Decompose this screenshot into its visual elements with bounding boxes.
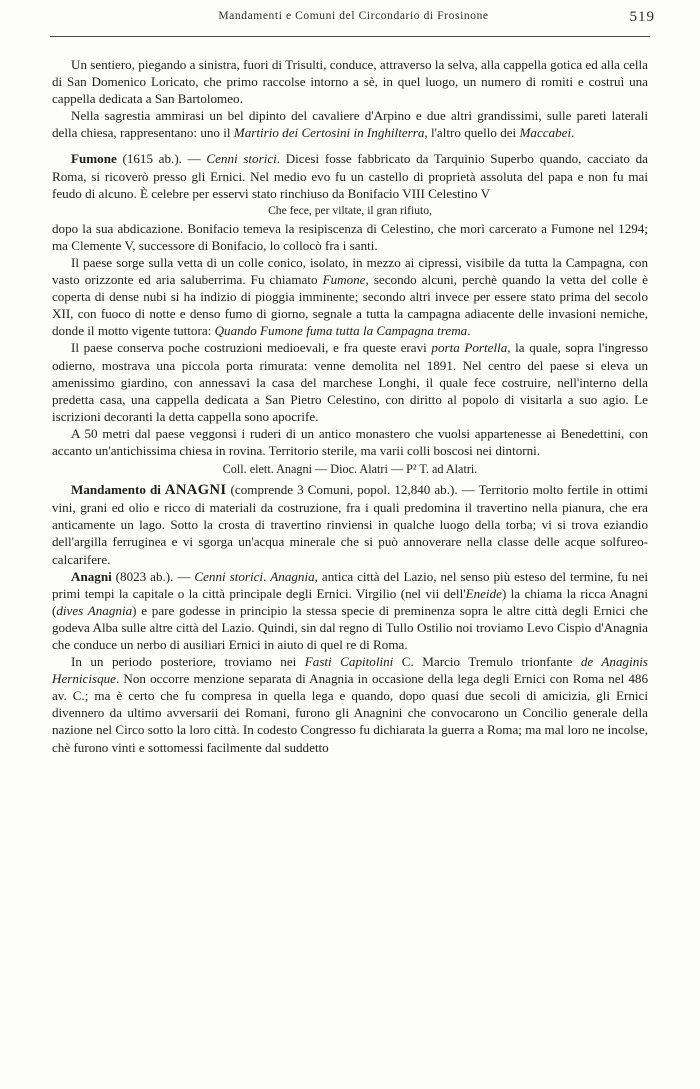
paragraph-fasti-capitolini: [52, 653, 648, 756]
title-eneide: Eneide: [465, 585, 502, 601]
header-rule: [50, 36, 650, 37]
text-fragment: (8023 ab.). —: [111, 568, 195, 584]
text-fragment: .: [263, 568, 271, 584]
entry-anagni: [52, 568, 648, 653]
text-fragment: , l'altro quello dei: [424, 125, 520, 141]
entry-name-fumone: Fumone: [70, 151, 117, 167]
page-body: [52, 56, 648, 756]
page-number: 519: [629, 9, 655, 25]
text-fragment: (1615 ab.). —: [116, 151, 207, 167]
paragraph-colle-conico: [52, 254, 648, 339]
page-header: [52, 10, 655, 30]
paragraph-sagrestia: [52, 107, 648, 141]
entry-mandamento-anagni: [52, 481, 648, 567]
paragraph-monastero: A 50 metri dal paese veggonsi i ruderi di un antico monastero che vuolsi appartenesse ai Benedettini, con accanto un'antichissima chiesa in rovina. Territorio sterile, ma varii colli boscosi nei dintorni.: [52, 425, 648, 458]
text-fragment: Nella sagrestia ammirasi un bel dipinto del cavaliere d'Arpino e due altri grandissimi, sulle pareti laterali della chiesa, rappresentano: uno il: [52, 108, 648, 141]
text-fragment: . Non occorre menzione separata di Anagnia in occasione della lega degli Ernici con Roma nel 486 av. C.; ma è certo che fu compresa in quella lega e quando, dopo quasi due secoli di amicizia, gli Ernici divennero da ultimo avversarii dei Romani, furono gli Anagnini che convocarono un Concilio generale della nazione nel Circo sotto la loro città. In codesto Congresso fu dichiarata la guerra a Roma; ma mal loro ne incolse, chè furono vinti e sottomessi facilmente dal suddetto: [52, 671, 648, 755]
spacer: [52, 141, 648, 150]
text-fragment: .: [571, 125, 575, 141]
entry-name-anagni: Anagni: [70, 568, 112, 584]
word-anagnia: Anagnia: [270, 568, 315, 584]
title-martirio: Martirio dei Certosini in Inghilterra: [233, 125, 425, 141]
verse-line: Che fece, per viltate, il gran rifiuto,: [268, 203, 432, 217]
text-fragment: C. Marcio Tremulo trionfante: [393, 654, 581, 670]
running-title: Mandamenti e Comuni del Circondario di Frosinone: [218, 10, 489, 22]
text-fragment: , antica città del Lazio, nel senso più esteso del termine, fu nei primi tempi la capitale o la città principale degli Ernici. Virgilio (nel vii dell': [52, 568, 649, 601]
label-mandamento: Mandamento di: [70, 482, 165, 498]
title-maccabei: Maccabei: [519, 125, 572, 141]
text-fragment: Il paese conserva poche costruzioni medioevali, e fra queste eravi: [70, 340, 432, 356]
text-fragment: In un periodo posteriore, troviamo nei: [70, 654, 305, 670]
motto-fumone: Quando Fumone fuma tutta la Campagna trema: [214, 323, 468, 339]
name-porta-portella: porta Portella: [431, 340, 508, 356]
phrase-de-anaginis: de Anaginis Hernicisque: [52, 654, 648, 687]
paragraph-costruzioni: [52, 339, 648, 424]
text-fragment: , secondo alcuni, perchè quando la vetta del colle è coperta di dense nubi si ha indizio di pioggia imminente; secondo altri invece per essere stato prima del secolo XII, con fuoco di notte e denso fumo di giorno, segnale a tutta la campagna adiacente delle invasioni nemiche, donde il motto vigente tuttora:: [52, 272, 648, 339]
entry-fumone: [52, 150, 648, 201]
word-fumone: Fumone: [322, 272, 366, 288]
coll-elett-line: Coll. elett. Anagni — Dioc. Alatri — P² T. ad Alatri.: [222, 462, 478, 477]
label-cenni-storici: Cenni storici: [206, 151, 277, 167]
text-fragment: (comprende 3 Comuni, popol. 12,840 ab.). — Territorio molto fertile in ottimi vini, grani ed olio e ricco di materiali da costruzione, fra i quali predomina il travertino nella pianura, che era anticamente un lago. Sotto la crosta di travertino rinviensi in qualche luogo della torba; vi si trova eziandio dell'argilla ferruginea e vi sgorga un'acqua minerale che si può annoverare nella classe delle acque solfureo-calcarifere.: [52, 482, 648, 567]
text-fragment: . Dicesi fosse fabbricato da Tarquinio Superbo quando, cacciato da Roma, si ricoverò presso gli Ernici. Nel medio evo fu un castello di proprietà assoluta del papa e non fu mai feudo di alcuno. È celebre per esservi stato rinchiuso da Bonifacio VIII Celestino V: [52, 151, 648, 201]
text-fragment: , la quale, sopra l'ingresso odierno, mostrava una piccola porta rimurata: venne demolita nel 1891. Nel centro del paese si eleva un amenissimo giardino, con annessavi la casa del marchese Longhi, il quale fece costruire, nell'interno della predetta casa, una cappella dedicata a San Pietro Celestino, con diritto al popolo di visitarla a suo agio. Le iscrizioni decoranti la detta cappella sono apocrife.: [52, 340, 649, 424]
paragraph-abdicazione: dopo la sua abdicazione. Bonifacio temeva la resipiscenza di Celestino, che morì carcerato a Fumone nel 1294; ma Clemente V, successore di Bonifacio, lo collocò fra i santi.: [52, 220, 648, 253]
entry-name-anagni-mandamento: ANAGNI: [164, 482, 227, 499]
text-fragment: Il paese sorge sulla vetta di un colle conico, isolato, in mezzo ai cipressi, visibile da tutta la Campagna, con vasto orizzonte ed aria saluberrima. Fu chiamato: [52, 254, 648, 288]
label-cenni-storici-anagni: Cenni storici: [194, 568, 264, 584]
phrase-dives-anagnia: dives Anagnia: [56, 602, 133, 618]
paragraph-trisulti: Un sentiero, piegando a sinistra, fuori di Trisulti, conduce, attraverso la selva, alla cappella gotica ed alla cella di San Domenico Loricato, che primo raccolse intorno a sè, in quel luogo, un numero di romiti e costruì una cappella dedicata a San Bartolomeo.: [52, 57, 648, 107]
text-fragment: ) la chiama la ricca Anagni (: [52, 585, 648, 618]
text-fragment: .: [467, 323, 471, 339]
title-fasti-capitolini: Fasti Capitolini: [304, 654, 394, 670]
text-fragment: ) e pare godesse in principio la stessa specie di preminenza sopra le altre città degli Ernici che godeva Alba sulle altre città del Lazio. Quindi, sin dal regno di Tullo Ostilio noi troviamo Levo Cispio d'Anagnia che conduce un nerbo di ausiliari Ernici in aiuto di quel re di Roma.: [52, 602, 648, 652]
